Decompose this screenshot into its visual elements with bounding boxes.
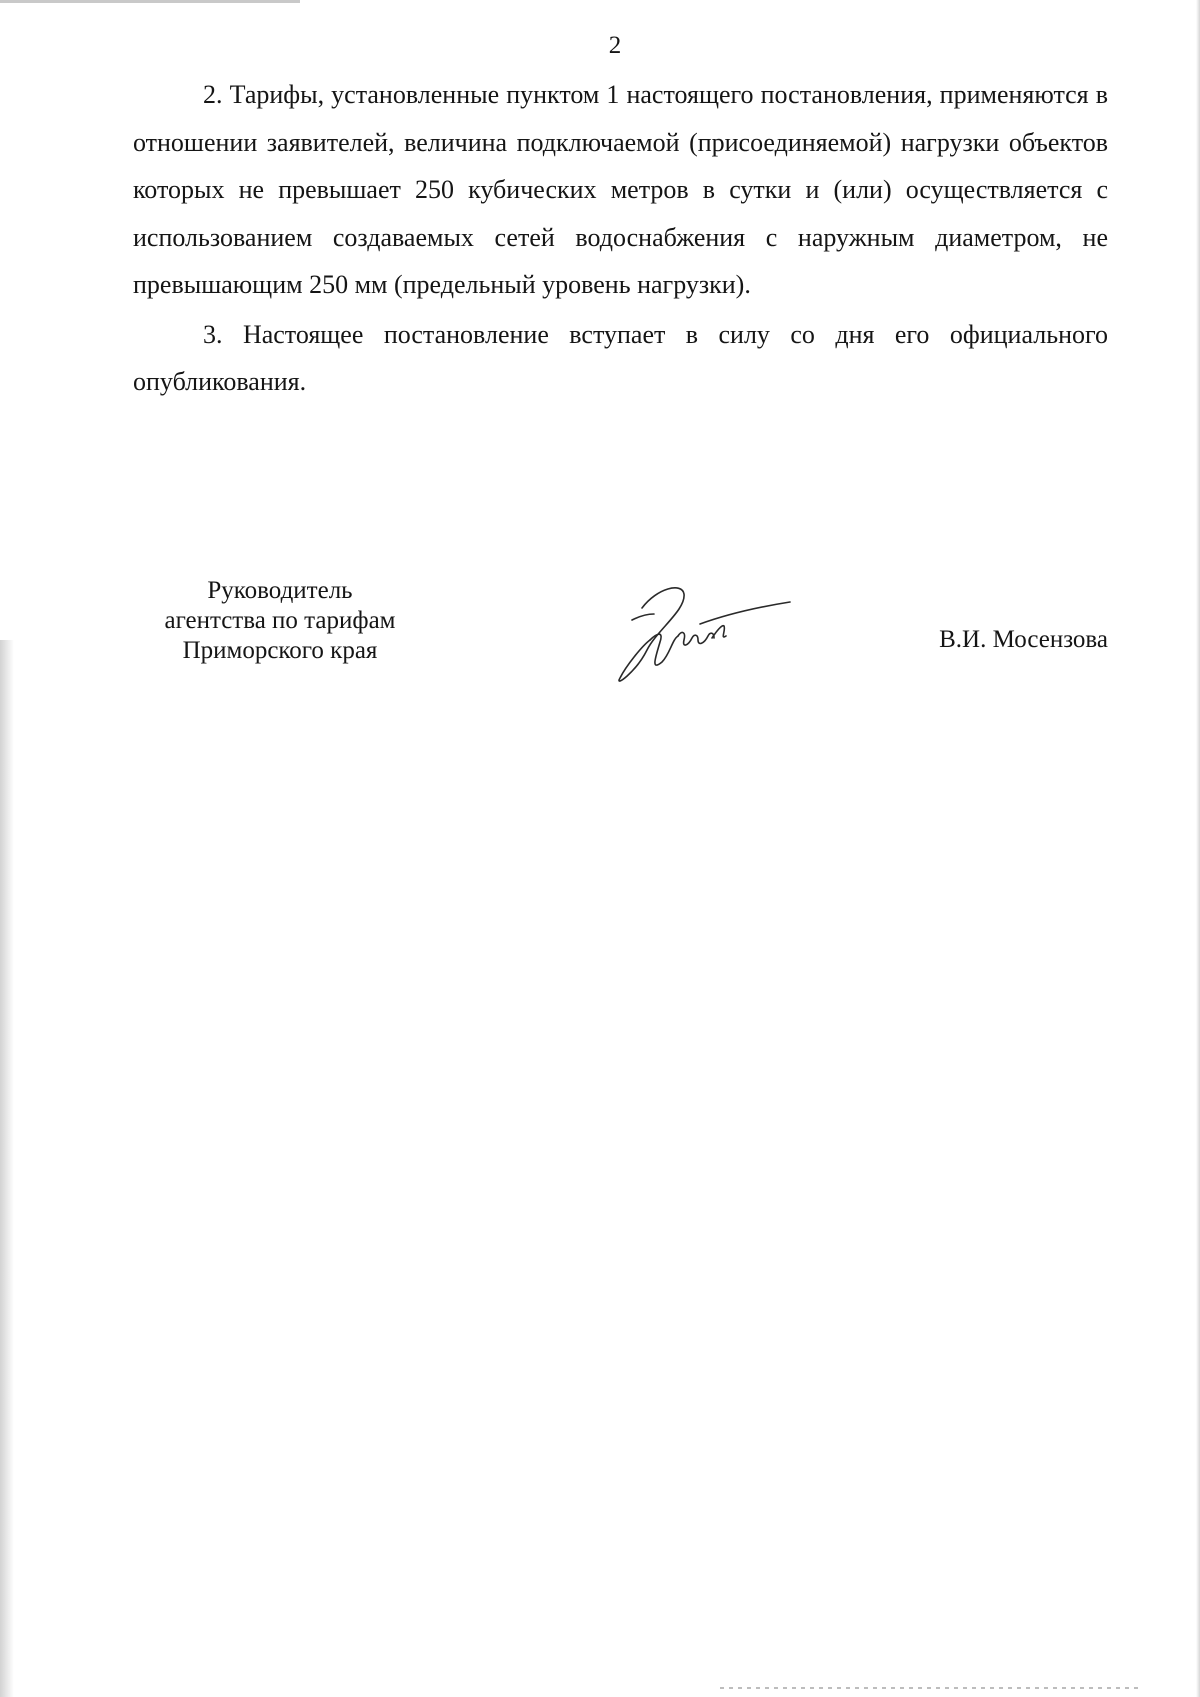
signatory-name: В.И. Мосензова (939, 626, 1108, 653)
scan-edge-top (0, 0, 300, 3)
paragraph-2: 2. Тарифы, установленные пунктом 1 настоящего постановления, применяются в отношении заявителей, величина подключаемой (присоединяемой) нагрузки объектов которых не превышает 250 кубических метров в сутки и (или) осуществляется с использованием создаваемых сетей водоснабжения с наружным диаметром, не превышающим 250 мм (предельный уровень нагрузки). (133, 80, 1108, 299)
paragraph-3: 3. Настоящее постановление вступает в силу со дня его официального опубликования. (133, 319, 1108, 396)
scan-artifact (720, 1687, 1140, 1689)
document-body (133, 71, 1108, 406)
signatory-title-line: Приморского края (182, 637, 378, 664)
signatory-title (115, 576, 445, 666)
signature-stroke (619, 588, 684, 681)
handwritten-signature (612, 580, 802, 690)
signature-stroke (700, 602, 790, 624)
signature-stroke (632, 614, 654, 620)
signature-stroke (678, 633, 714, 646)
signature-stroke (712, 626, 726, 638)
page-number: 2 (608, 32, 622, 59)
scan-edge-left (0, 640, 14, 1697)
signatory-title-line: агентства по тарифам (164, 607, 396, 634)
scan-edge-right (1196, 0, 1200, 1697)
signatory-title-line: Руководитель (207, 577, 353, 604)
